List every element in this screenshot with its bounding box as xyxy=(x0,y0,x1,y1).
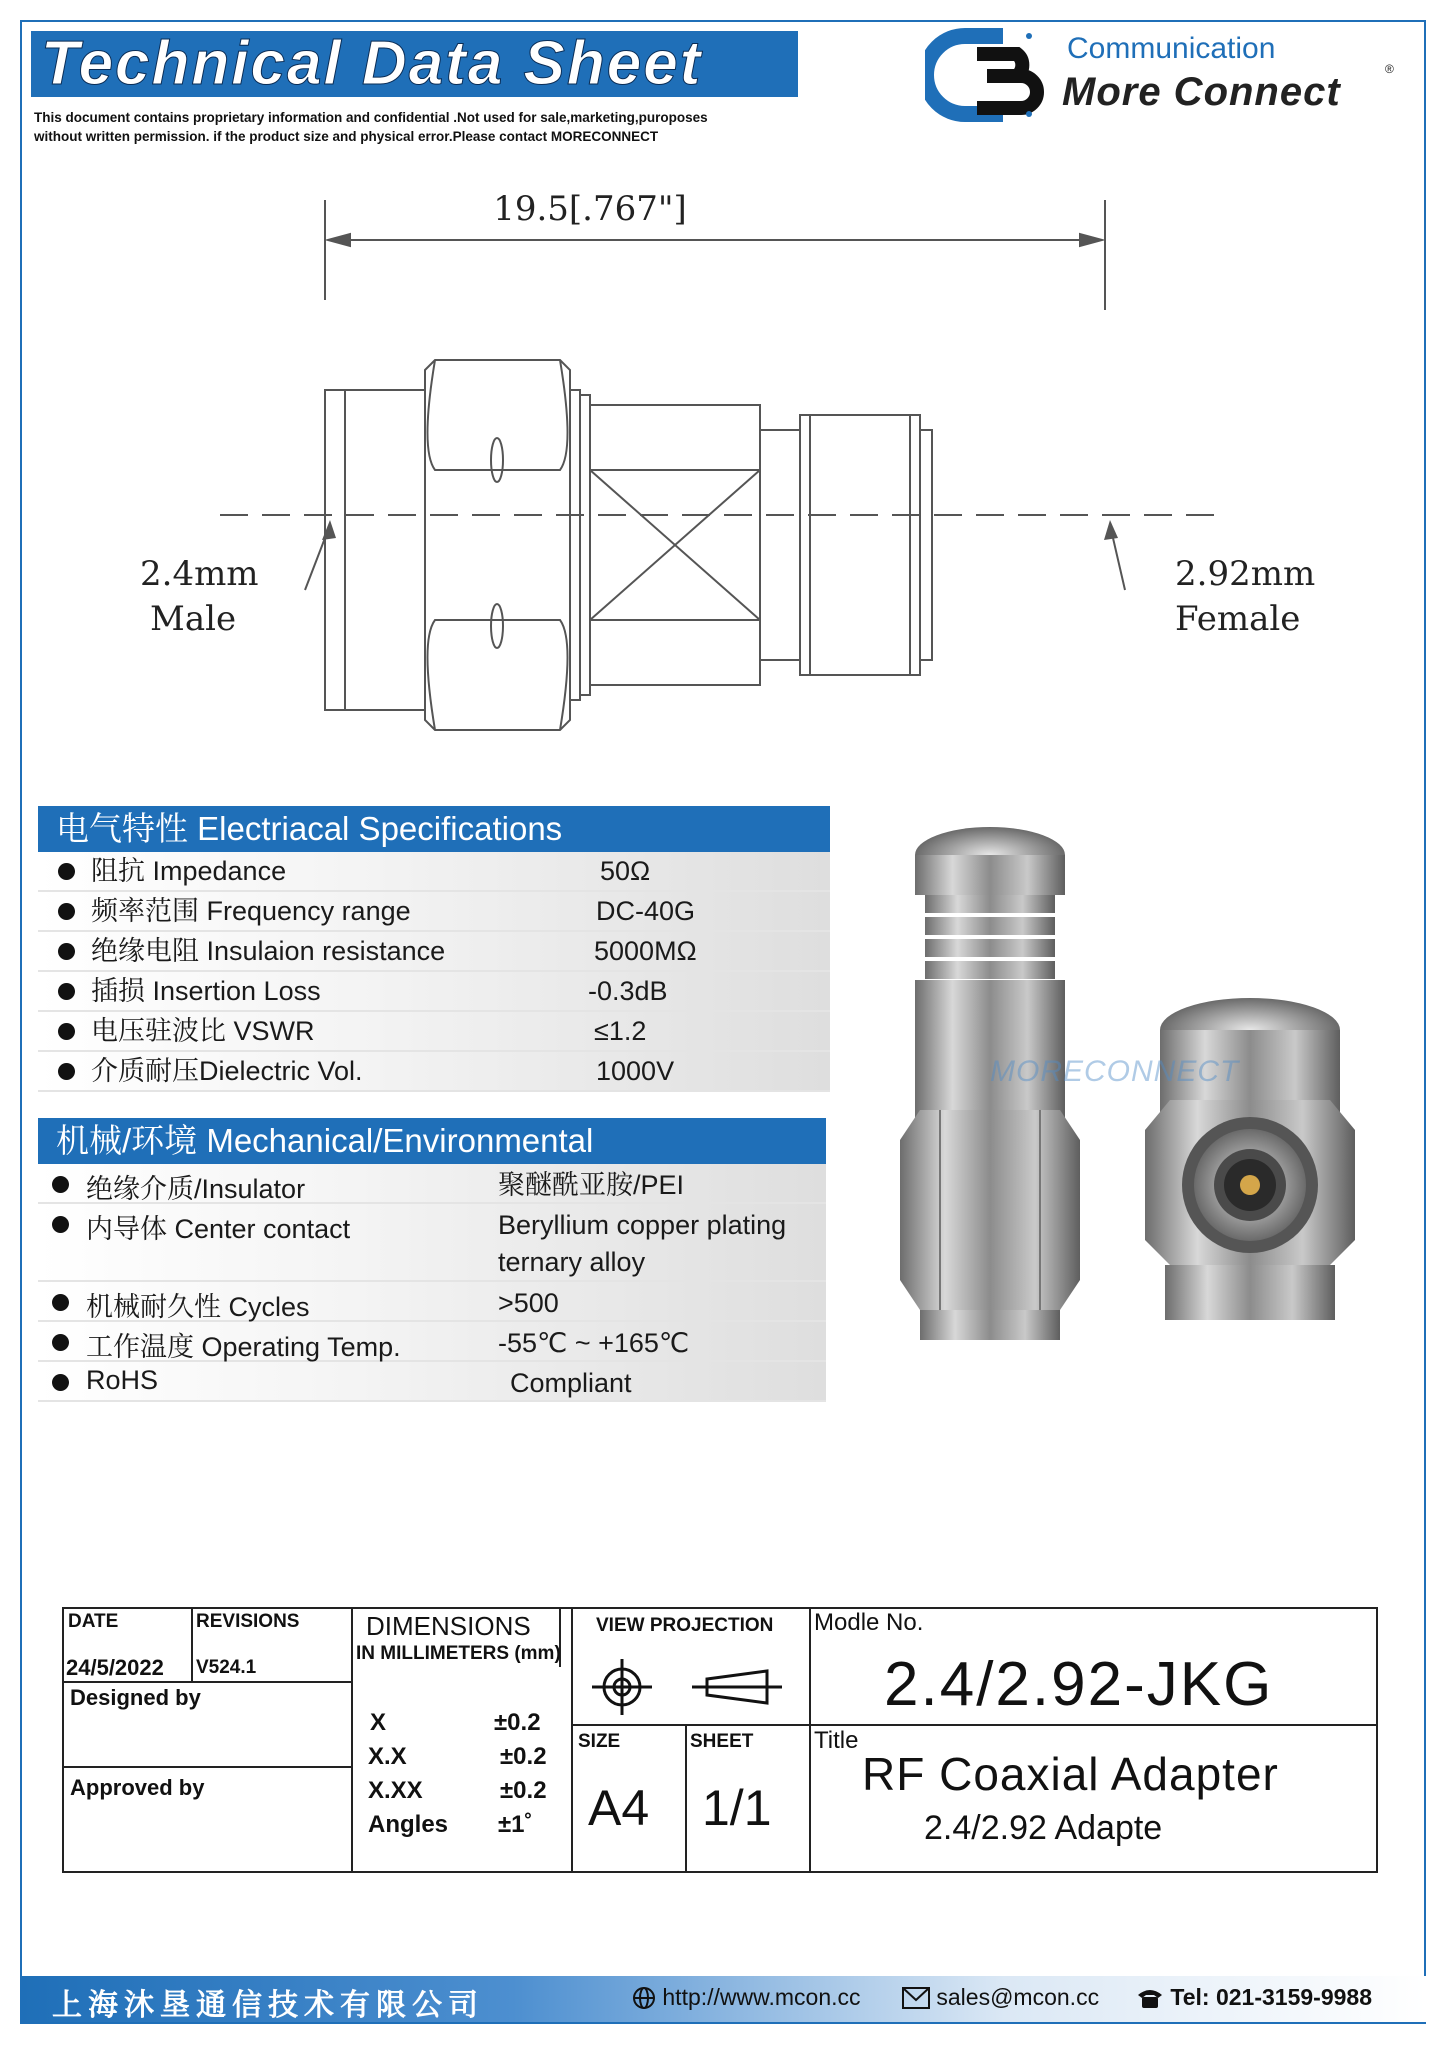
bullet-icon xyxy=(58,863,75,880)
title-block xyxy=(62,1607,1378,1873)
mech-row-rohs xyxy=(38,1362,826,1402)
spec-value: ≤1.2 xyxy=(594,1016,647,1046)
disclaimer-line-2: without written permission. if the product size and physical error.Please contact MORECONNECT xyxy=(34,129,659,144)
spec-label: 频率范围 Frequency range xyxy=(91,896,411,926)
spec-row-frequency xyxy=(38,892,830,932)
spec-label: 绝缘介质/Insulator xyxy=(86,1174,306,1204)
spec-row-vswr xyxy=(38,1012,830,1052)
mech-row-operating-temp xyxy=(38,1322,826,1362)
spec-value: DC-40G xyxy=(596,896,696,926)
disclaimer-line-1: This document contains proprietary information and confidential .Not used for sale,marketing,puroposes xyxy=(34,110,708,125)
company-logo xyxy=(925,28,1415,128)
spec-label: 绝缘电阻 Insulaion resistance xyxy=(91,936,446,966)
electrical-section-header: 电气特性 Electriacal Specifications xyxy=(38,806,830,852)
spec-label: 介质耐压Dielectric Vol. xyxy=(91,1056,363,1086)
mail-icon xyxy=(902,1987,930,2009)
approved-by-label: Approved by xyxy=(70,1775,205,1800)
sheet-value: 1/1 xyxy=(702,1780,772,1836)
projection-symbol-icon xyxy=(592,1657,792,1717)
spec-label: 阻抗 Impedance xyxy=(91,856,287,886)
spec-label: 内导体 Center contact xyxy=(86,1214,351,1244)
bullet-icon xyxy=(52,1176,69,1193)
bullet-icon xyxy=(52,1216,69,1233)
tolerance-angles-value: ±1˚ xyxy=(498,1811,533,1838)
spec-label: 工作温度 Operating Temp. xyxy=(86,1332,401,1362)
spec-label: 机械耐久性 Cycles xyxy=(86,1292,310,1322)
revisions-label: REVISIONS xyxy=(196,1611,300,1632)
spec-label: RoHS xyxy=(86,1365,159,1395)
bullet-icon xyxy=(58,1023,75,1040)
date-label: DATE xyxy=(68,1611,119,1632)
mechanical-spec-table xyxy=(38,1164,826,1402)
title-label: Title xyxy=(814,1727,859,1754)
footer-bar xyxy=(22,1976,1426,2022)
dimensions-unit: IN MILLIMETERS (mm) xyxy=(356,1643,561,1664)
spec-row-insertion-loss xyxy=(38,972,830,1012)
telephone[interactable] xyxy=(1136,1984,1372,2011)
designed-by-label: Designed by xyxy=(70,1685,201,1710)
logo-mark-icon xyxy=(925,28,1055,128)
bullet-icon xyxy=(52,1374,69,1391)
bullet-icon xyxy=(58,903,75,920)
title-banner xyxy=(31,31,798,97)
photo-watermark: MORECONNECT xyxy=(990,1055,1240,1088)
title-value: RF Coaxial Adapter xyxy=(862,1748,1279,1800)
spec-value: -55℃ ~ +165℃ xyxy=(498,1328,690,1358)
telephone-text: Tel: 021-3159-9988 xyxy=(1170,1984,1372,2010)
email[interactable] xyxy=(902,1984,1099,2011)
mech-row-cycles xyxy=(38,1282,826,1322)
right-end-size-label: 2.92mm xyxy=(1175,554,1316,594)
spec-value: Compliant xyxy=(510,1368,632,1398)
tolerance-xxx-value: ±0.2 xyxy=(500,1777,547,1804)
size-label: SIZE xyxy=(578,1731,621,1752)
tolerance-angles-label: Angles xyxy=(368,1811,449,1838)
tolerance-x-label: X xyxy=(370,1709,387,1736)
spec-label: 插损 Insertion Loss xyxy=(91,976,321,1006)
mechanical-section-header: 机械/环境 Mechanical/Environmental xyxy=(38,1118,826,1164)
tolerance-x-value: ±0.2 xyxy=(494,1709,541,1736)
logo-text-communication: Communication xyxy=(1067,32,1276,65)
electrical-spec-table xyxy=(38,852,830,1092)
bullet-icon xyxy=(52,1334,69,1351)
globe-icon xyxy=(632,1986,656,2010)
title-subtitle: 2.4/2.92 Adapte xyxy=(924,1809,1163,1847)
dimensions-label: DIMENSIONS xyxy=(366,1611,531,1641)
model-number-label: Modle No. xyxy=(814,1609,924,1636)
date-value: 24/5/2022 xyxy=(66,1655,164,1680)
registered-mark: ® xyxy=(1385,62,1394,76)
tolerance-xx-label: X.X xyxy=(368,1743,407,1770)
spec-row-insulation-resistance xyxy=(38,932,830,972)
spec-value: -0.3dB xyxy=(588,976,668,1006)
view-projection-label: VIEW PROJECTION xyxy=(596,1615,774,1636)
spec-value: 5000MΩ xyxy=(594,936,697,966)
spec-value-continued: ternary alloy xyxy=(498,1247,646,1277)
revisions-value: V524.1 xyxy=(196,1657,257,1678)
spec-value: >500 xyxy=(498,1288,559,1318)
right-end-gender-label: Female xyxy=(1175,599,1301,639)
overall-length-dimension: 19.5[.767"] xyxy=(493,189,687,229)
phone-icon xyxy=(1136,1987,1164,2009)
spec-value: 1000V xyxy=(596,1056,675,1086)
mech-row-center-contact xyxy=(38,1204,826,1282)
model-number-value: 2.4/2.92-JKG xyxy=(884,1650,1274,1719)
disclaimer xyxy=(34,108,824,146)
spec-value: 50Ω xyxy=(600,856,651,886)
spec-label: 电压驻波比 VSWR xyxy=(91,1016,315,1046)
website-text: http://www.mcon.cc xyxy=(662,1984,861,2010)
spec-row-dielectric xyxy=(38,1052,830,1092)
logo-text-more-connect: More Connect xyxy=(1062,70,1341,114)
spec-value: 聚醚酰亚胺/PEI xyxy=(498,1170,685,1200)
website[interactable] xyxy=(632,1984,861,2011)
email-text: sales@mcon.cc xyxy=(936,1984,1100,2010)
bullet-icon xyxy=(52,1294,69,1311)
tolerance-xx-value: ±0.2 xyxy=(500,1743,547,1770)
size-value: A4 xyxy=(588,1780,650,1836)
company-name-cn: 上海沐垦通信技术有限公司 xyxy=(52,1988,484,2023)
spec-value: Beryllium copper plating xyxy=(498,1210,787,1240)
tolerance-xxx-label: X.XX xyxy=(368,1777,423,1804)
bullet-icon xyxy=(58,983,75,1000)
page-title: Technical Data Sheet xyxy=(41,29,703,98)
left-end-size-label: 2.4mm xyxy=(140,554,259,594)
sheet-label: SHEET xyxy=(690,1731,754,1752)
mech-row-insulator xyxy=(38,1164,826,1204)
bullet-icon xyxy=(58,1063,75,1080)
spec-row-impedance xyxy=(38,852,830,892)
connector-drawing xyxy=(100,180,1340,740)
left-end-gender-label: Male xyxy=(150,599,237,639)
bullet-icon xyxy=(58,943,75,960)
